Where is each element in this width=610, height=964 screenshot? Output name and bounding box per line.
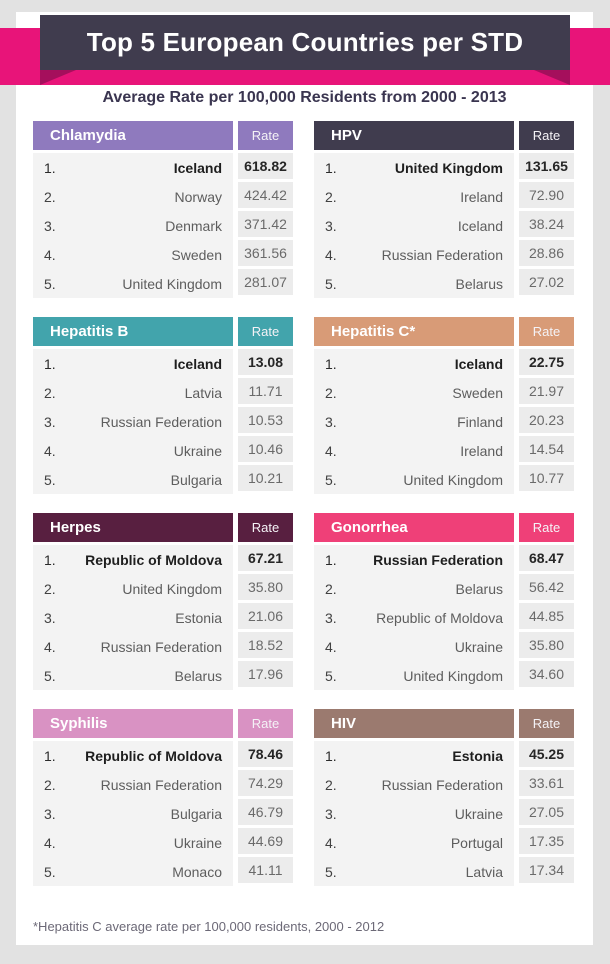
rate-value: 13.08: [238, 349, 293, 375]
table-row: [33, 857, 233, 886]
rank-label: 2.: [325, 580, 337, 597]
table-header: [33, 317, 293, 346]
rate-column-header: Rate: [238, 513, 293, 542]
rate-column: [238, 545, 293, 690]
table-chlamydia: [33, 121, 293, 298]
country-column: [33, 741, 233, 886]
rate-column-header: Rate: [238, 317, 293, 346]
rate-value: 27.05: [519, 799, 574, 825]
country-label: Estonia: [452, 747, 503, 764]
country-label: Iceland: [454, 355, 503, 372]
rate-value: 28.86: [519, 240, 574, 266]
table-row: [314, 603, 514, 632]
table-header: [314, 709, 574, 738]
rank-label: 2.: [325, 384, 337, 401]
country-label: Republic of Moldova: [85, 551, 222, 568]
table-row: [33, 436, 233, 465]
rate-value: 17.96: [238, 661, 293, 687]
rate-column-header: Rate: [238, 121, 293, 150]
table-title: Gonorrhea: [314, 513, 514, 542]
country-label: Ukraine: [173, 442, 222, 459]
rate-value: 131.65: [519, 153, 574, 179]
table-row: [33, 574, 233, 603]
rate-column-header: Rate: [238, 709, 293, 738]
rank-label: 1.: [44, 159, 56, 176]
footnote: *Hepatitis C average rate per 100,000 residents, 2000 - 2012: [33, 919, 385, 934]
country-label: Russian Federation: [381, 776, 503, 793]
country-label: United Kingdom: [403, 667, 503, 684]
rate-value: 10.53: [238, 407, 293, 433]
rate-value: 11.71: [238, 378, 293, 404]
table-header: [33, 709, 293, 738]
rank-label: 5.: [325, 667, 337, 684]
rate-value: 78.46: [238, 741, 293, 767]
table-body: [314, 545, 574, 690]
table-title: Hepatitis B: [33, 317, 233, 346]
table-title: HIV: [314, 709, 514, 738]
rate-value: 424.42: [238, 182, 293, 208]
table-row: [314, 153, 514, 182]
rank-label: 4.: [325, 442, 337, 459]
rank-label: 3.: [44, 217, 56, 234]
country-label: Estonia: [175, 609, 222, 626]
country-label: Ukraine: [454, 805, 503, 822]
country-label: Latvia: [184, 384, 222, 401]
rank-label: 4.: [44, 442, 56, 459]
title-banner: [40, 15, 570, 70]
table-row: [33, 545, 233, 574]
country-column: [314, 545, 514, 690]
rate-column: [519, 349, 574, 494]
rate-value: 41.11: [238, 857, 293, 883]
country-label: Russian Federation: [373, 551, 503, 568]
rank-label: 1.: [325, 159, 337, 176]
rate-column: [238, 349, 293, 494]
rate-column-header: Rate: [519, 709, 574, 738]
table-row: [33, 269, 233, 298]
table-row: [33, 240, 233, 269]
rate-value: 35.80: [519, 632, 574, 658]
rank-label: 5.: [325, 275, 337, 292]
country-label: United Kingdom: [122, 275, 222, 292]
table-hepatitis-c: [314, 317, 574, 494]
table-row: [314, 269, 514, 298]
table-row: [314, 828, 514, 857]
rate-column: [519, 545, 574, 690]
rank-label: 5.: [44, 471, 56, 488]
table-row: [314, 799, 514, 828]
table-row: [33, 182, 233, 211]
country-label: Belarus: [174, 667, 222, 684]
rate-column: [519, 741, 574, 886]
rate-value: 38.24: [519, 211, 574, 237]
country-label: Portugal: [450, 834, 503, 851]
rate-value: 618.82: [238, 153, 293, 179]
rate-value: 33.61: [519, 770, 574, 796]
rank-label: 1.: [325, 747, 337, 764]
rate-column: [519, 153, 574, 298]
rank-label: 3.: [325, 609, 337, 626]
table-body: [314, 349, 574, 494]
ribbon-fold-right-icon: [534, 70, 570, 85]
country-column: [33, 153, 233, 298]
country-label: Republic of Moldova: [376, 609, 503, 626]
table-syphilis: [33, 709, 293, 886]
table-row: [314, 574, 514, 603]
rank-label: 5.: [44, 667, 56, 684]
table-row: [33, 741, 233, 770]
rank-label: 1.: [44, 551, 56, 568]
table-row: [314, 632, 514, 661]
table-body: [33, 349, 293, 494]
rate-value: 10.77: [519, 465, 574, 491]
rate-value: 67.21: [238, 545, 293, 571]
rank-label: 3.: [44, 413, 56, 430]
table-header: [314, 513, 574, 542]
country-label: Iceland: [457, 217, 503, 234]
rate-value: 361.56: [238, 240, 293, 266]
subtitle: Average Rate per 100,000 Residents from 2000 - 2013: [102, 89, 507, 106]
rate-value: 56.42: [519, 574, 574, 600]
rank-label: 5.: [44, 863, 56, 880]
country-column: [314, 741, 514, 886]
table-header: [33, 513, 293, 542]
rank-label: 1.: [325, 551, 337, 568]
rank-label: 5.: [325, 863, 337, 880]
table-row: [33, 349, 233, 378]
rank-label: 2.: [44, 580, 56, 597]
rate-value: 17.35: [519, 828, 574, 854]
rank-label: 3.: [325, 413, 337, 430]
table-gonorrhea: [314, 513, 574, 690]
table-header: [33, 121, 293, 150]
table-row: [314, 465, 514, 494]
rate-value: 44.85: [519, 603, 574, 629]
table-body: [33, 153, 293, 298]
country-column: [314, 349, 514, 494]
rank-label: 5.: [44, 275, 56, 292]
rank-label: 1.: [44, 355, 56, 372]
rate-value: 21.97: [519, 378, 574, 404]
table-body: [314, 741, 574, 886]
table-row: [33, 603, 233, 632]
table-row: [33, 211, 233, 240]
rate-value: 72.90: [519, 182, 574, 208]
table-row: [314, 661, 514, 690]
rank-label: 4.: [325, 638, 337, 655]
table-title: Herpes: [33, 513, 233, 542]
rate-value: 18.52: [238, 632, 293, 658]
country-label: Iceland: [173, 159, 222, 176]
table-row: [33, 407, 233, 436]
rate-value: 74.29: [238, 770, 293, 796]
country-column: [314, 153, 514, 298]
rate-column-header: Rate: [519, 317, 574, 346]
country-label: Belarus: [455, 275, 503, 292]
country-label: Monaco: [172, 863, 222, 880]
rank-label: 3.: [44, 609, 56, 626]
table-row: [314, 741, 514, 770]
table-row: [314, 770, 514, 799]
table-row: [314, 436, 514, 465]
rank-label: 4.: [44, 638, 56, 655]
rank-label: 4.: [44, 246, 56, 263]
rate-value: 22.75: [519, 349, 574, 375]
table-header: [314, 317, 574, 346]
table-title: Hepatitis C*: [314, 317, 514, 346]
rate-value: 371.42: [238, 211, 293, 237]
rate-value: 17.34: [519, 857, 574, 883]
country-label: Finland: [457, 413, 503, 430]
rate-value: 46.79: [238, 799, 293, 825]
country-label: Republic of Moldova: [85, 747, 222, 764]
page-title: Top 5 European Countries per STD: [86, 27, 524, 57]
country-label: Belarus: [455, 580, 503, 597]
country-label: Sweden: [452, 384, 503, 401]
ribbon-fold-left-icon: [40, 70, 76, 85]
rate-value: 27.02: [519, 269, 574, 295]
table-row: [314, 407, 514, 436]
rate-value: 34.60: [519, 661, 574, 687]
rate-value: 10.46: [238, 436, 293, 462]
table-row: [33, 770, 233, 799]
rank-label: 2.: [44, 384, 56, 401]
country-column: [33, 545, 233, 690]
table-row: [33, 661, 233, 690]
rate-value: 21.06: [238, 603, 293, 629]
rank-label: 4.: [44, 834, 56, 851]
table-row: [314, 349, 514, 378]
table-row: [33, 632, 233, 661]
table-row: [33, 828, 233, 857]
rate-value: 281.07: [238, 269, 293, 295]
rank-label: 2.: [325, 776, 337, 793]
rank-label: 4.: [325, 834, 337, 851]
tables-grid: [33, 121, 574, 886]
country-label: Latvia: [465, 863, 503, 880]
rate-value: 44.69: [238, 828, 293, 854]
rate-column: [238, 741, 293, 886]
table-body: [314, 153, 574, 298]
table-row: [314, 857, 514, 886]
country-label: Ireland: [460, 188, 503, 205]
country-label: Bulgaria: [170, 471, 222, 488]
country-label: Russian Federation: [100, 413, 222, 430]
rank-label: 2.: [44, 188, 56, 205]
rank-label: 5.: [325, 471, 337, 488]
table-row: [314, 211, 514, 240]
rank-label: 3.: [325, 805, 337, 822]
country-label: Russian Federation: [100, 776, 222, 793]
table-row: [33, 378, 233, 407]
rate-value: 68.47: [519, 545, 574, 571]
rank-label: 2.: [325, 188, 337, 205]
rate-column-header: Rate: [519, 513, 574, 542]
table-title: Chlamydia: [33, 121, 233, 150]
rate-column: [238, 153, 293, 298]
country-label: Ukraine: [454, 638, 503, 655]
country-label: United Kingdom: [394, 159, 503, 176]
country-label: Bulgaria: [170, 805, 222, 822]
country-label: Russian Federation: [381, 246, 503, 263]
rank-label: 1.: [325, 355, 337, 372]
table-row: [314, 545, 514, 574]
table-row: [33, 799, 233, 828]
rank-label: 4.: [325, 246, 337, 263]
table-body: [33, 545, 293, 690]
rate-value: 35.80: [238, 574, 293, 600]
rate-column-header: Rate: [519, 121, 574, 150]
table-row: [33, 465, 233, 494]
table-row: [314, 378, 514, 407]
table-hepatitis-b: [33, 317, 293, 494]
country-label: Russian Federation: [100, 638, 222, 655]
table-herpes: [33, 513, 293, 690]
table-title: HPV: [314, 121, 514, 150]
country-label: Iceland: [173, 355, 222, 372]
country-label: Ireland: [460, 442, 503, 459]
rate-value: 45.25: [519, 741, 574, 767]
country-label: Ukraine: [173, 834, 222, 851]
rate-value: 14.54: [519, 436, 574, 462]
rate-value: 10.21: [238, 465, 293, 491]
rank-label: 1.: [44, 747, 56, 764]
table-hiv: [314, 709, 574, 886]
country-column: [33, 349, 233, 494]
country-label: United Kingdom: [403, 471, 503, 488]
country-label: Norway: [174, 188, 222, 205]
table-hpv: [314, 121, 574, 298]
table-row: [314, 182, 514, 211]
rank-label: 3.: [325, 217, 337, 234]
table-title: Syphilis: [33, 709, 233, 738]
country-label: Denmark: [165, 217, 222, 234]
table-header: [314, 121, 574, 150]
country-label: United Kingdom: [122, 580, 222, 597]
table-body: [33, 741, 293, 886]
table-row: [314, 240, 514, 269]
country-label: Sweden: [171, 246, 222, 263]
rate-value: 20.23: [519, 407, 574, 433]
rank-label: 3.: [44, 805, 56, 822]
table-row: [33, 153, 233, 182]
rank-label: 2.: [44, 776, 56, 793]
